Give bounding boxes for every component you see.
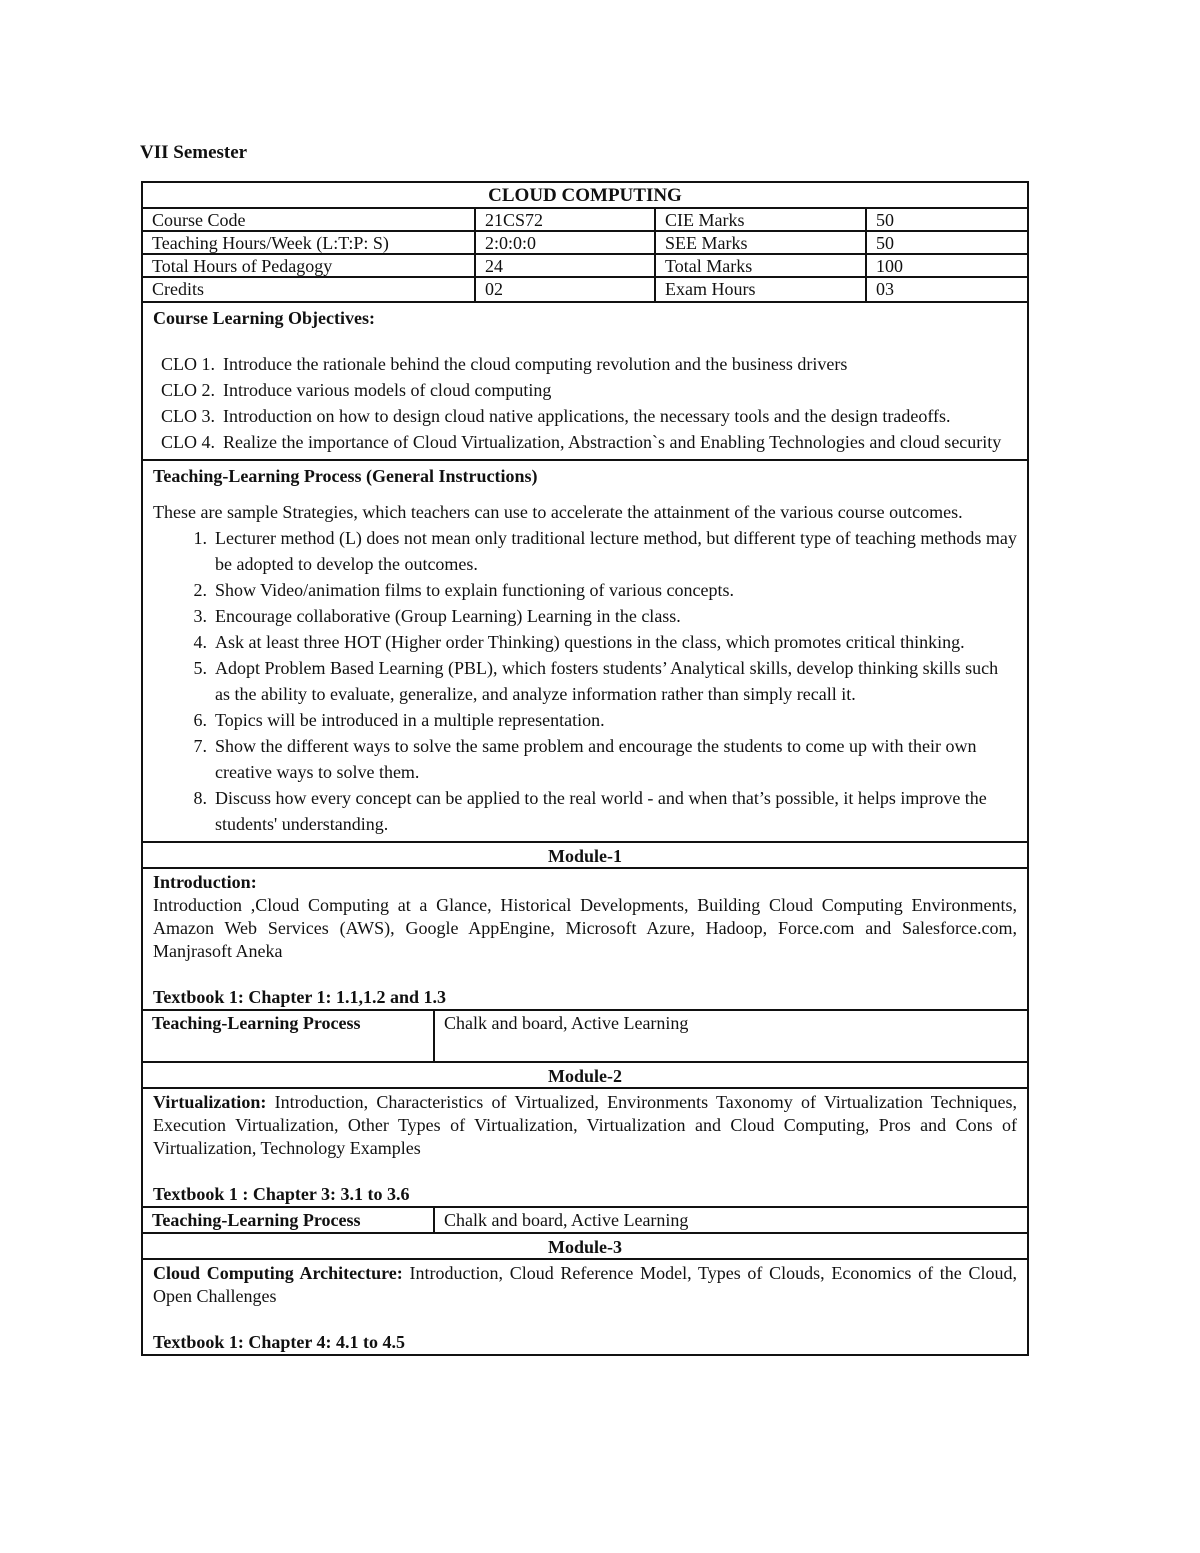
- info-label: Course Code: [143, 209, 476, 232]
- list-item: [153, 525, 1017, 577]
- objective-text: Realize the importance of Cloud Virtualization, Abstraction`s and Enabling Technologies and cloud security: [223, 432, 1002, 452]
- info-value: 50: [867, 232, 1027, 255]
- list-text: Lecturer method (L) does not mean only traditional lecture method, but different type of teaching methods may be adopted to develop the outcomes.: [215, 528, 1017, 574]
- objectives-heading: Course Learning Objectives:: [153, 308, 375, 328]
- objective-item: [161, 429, 1017, 455]
- module-title: Module-1: [143, 843, 1027, 869]
- module-content: [143, 1089, 1027, 1208]
- info-label: Exam Hours: [656, 278, 867, 301]
- list-text: Ask at least three HOT (Higher order Thinking) questions in the class, which promotes critical thinking.: [215, 632, 965, 652]
- tlp-value: Chalk and board, Active Learning: [444, 1013, 689, 1033]
- teaching-process-heading: Teaching-Learning Process (General Instructions): [153, 466, 538, 486]
- info-value: 100: [867, 255, 1027, 278]
- teaching-learning-row: [143, 1208, 1027, 1234]
- module-body: [153, 1091, 1017, 1160]
- objectives-section: [143, 303, 1027, 461]
- module-text: Introduction ,Cloud Computing at a Glance, Historical Developments, Building Cloud Computing Environments, Amazon Web Services (AWS), Google AppEngine, Microsoft Azure, Hadoop, Force.com and Salesforce.com, Manjrasoft Aneka: [153, 895, 1017, 961]
- teaching-process-intro: These are sample Strategies, which teachers can use to accelerate the attainment of the various course outcomes.: [153, 502, 963, 522]
- tlp-label: Teaching-Learning Process: [143, 1208, 435, 1232]
- objective-key: CLO 1.: [161, 354, 215, 374]
- module-content: [143, 869, 1027, 1011]
- module-content: [143, 1260, 1027, 1354]
- info-label: CIE Marks: [656, 209, 867, 232]
- course-info-grid: [143, 209, 1027, 303]
- objective-item: [161, 377, 1017, 403]
- list-text: Encourage collaborative (Group Learning) Learning in the class.: [215, 606, 681, 626]
- list-number: 2.: [193, 580, 207, 600]
- info-label: Credits: [143, 278, 476, 301]
- list-text: Show the different ways to solve the same problem and encourage the students to come up with their own creative ways to solve them.: [215, 736, 977, 782]
- module-lead: Virtualization:: [153, 1092, 267, 1112]
- list-text: Topics will be introduced in a multiple representation.: [215, 710, 605, 730]
- course-title: CLOUD COMPUTING: [143, 183, 1027, 209]
- objective-text: Introduce various models of cloud computing: [223, 380, 552, 400]
- list-item: [153, 785, 1017, 837]
- info-value: 50: [867, 209, 1027, 232]
- list-number: 8.: [193, 788, 207, 808]
- list-number: 5.: [193, 658, 207, 678]
- teaching-learning-row: [143, 1011, 1027, 1063]
- objective-key: CLO 2.: [161, 380, 215, 400]
- list-item: [153, 577, 1017, 603]
- teaching-process-section: [143, 461, 1027, 843]
- info-label: SEE Marks: [656, 232, 867, 255]
- list-text: Discuss how every concept can be applied to the real world - and when that’s possible, it helps improve the students' understanding.: [215, 788, 987, 834]
- info-value: 2:0:0:0: [476, 232, 656, 255]
- info-label: Total Hours of Pedagogy: [143, 255, 476, 278]
- module-lead: Cloud Computing Architecture:: [153, 1263, 403, 1283]
- list-item: [153, 707, 1017, 733]
- list-text: Adopt Problem Based Learning (PBL), which fosters students’ Analytical skills, develop thinking skills such as the ability to evaluate, generalize, and analyze information rather than simply recall it.: [215, 658, 999, 704]
- module-textbook: Textbook 1: Chapter 1: 1.1,1.2 and 1.3: [153, 987, 447, 1007]
- list-number: 4.: [193, 632, 207, 652]
- module-textbook: Textbook 1: Chapter 4: 4.1 to 4.5: [153, 1332, 406, 1352]
- module-textbook: Textbook 1 : Chapter 3: 3.1 to 3.6: [153, 1184, 410, 1204]
- objective-key: CLO 3.: [161, 406, 215, 426]
- list-item: [153, 629, 1017, 655]
- info-value: 03: [876, 279, 894, 299]
- objective-text: Introduce the rationale behind the cloud computing revolution and the business drivers: [223, 354, 848, 374]
- tlp-value: Chalk and board, Active Learning: [444, 1210, 689, 1230]
- list-item: [153, 655, 1017, 707]
- tlp-label: Teaching-Learning Process: [143, 1011, 435, 1061]
- module-body: [153, 1262, 1017, 1308]
- info-label: Total Marks: [656, 255, 867, 278]
- module-title: Module-2: [143, 1063, 1027, 1089]
- module-title: Module-3: [143, 1234, 1027, 1260]
- objective-item: [161, 403, 1017, 429]
- list-number: 6.: [193, 710, 207, 730]
- objective-text: Introduction on how to design cloud native applications, the necessary tools and the design tradeoffs.: [223, 406, 951, 426]
- info-value: 02: [476, 278, 656, 301]
- list-text: Show Video/animation films to explain functioning of various concepts.: [215, 580, 735, 600]
- module-text: Introduction, Cloud Reference Model, Types of Clouds, Economics of the Cloud, Open Challenges: [153, 1263, 1017, 1306]
- syllabus-table: [141, 181, 1029, 1356]
- list-item: [153, 733, 1017, 785]
- info-label: Teaching Hours/Week (L:T:P: S): [143, 232, 476, 255]
- semester-label: VII Semester: [140, 142, 248, 163]
- module-lead: Introduction:: [153, 872, 257, 892]
- list-number: 1.: [193, 528, 207, 548]
- objective-key: CLO 4.: [161, 432, 215, 452]
- list-number: 3.: [193, 606, 207, 626]
- list-item: [153, 603, 1017, 629]
- info-value: 21CS72: [476, 209, 656, 232]
- info-value: 24: [476, 255, 656, 278]
- list-number: 7.: [193, 736, 207, 756]
- module-text: Introduction, Characteristics of Virtualized, Environments Taxonomy of Virtualization Techniques, Execution Virtualization, Other Types of Virtualization, Virtualization and Cloud Computing, Pros and Cons of Virtualization, Technology Examples: [153, 1092, 1017, 1158]
- objective-item: [161, 351, 1017, 377]
